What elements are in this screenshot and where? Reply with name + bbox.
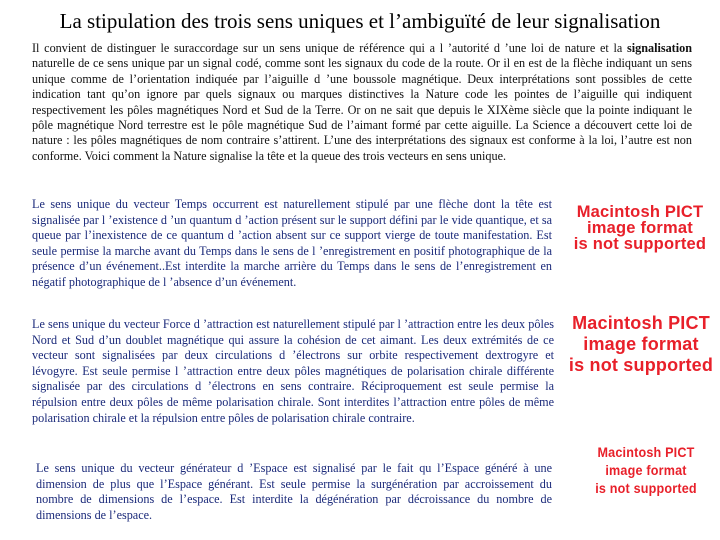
placeholder-line: is not supported — [568, 355, 714, 375]
placeholder-line: image format — [586, 219, 693, 237]
time-vector-paragraph: Le sens unique du vecteur Temps occurrent est naturellement stipulé par une flèche dont la tête est signalisée par l ’existence d ’un quantum d ’action présent sur le support défini par le vide quantique, et sa queue par l’inexistence de ce quantum d ’action absent sur ce support vierge de toute manifestation. Est seule permise la marche avant du Temps dans le sens de l ’enregistrement en positif photographique de la présence d’un événement..Est interdite la marche arrière du Temps dans le sens de l’enregistrement en négatif photographique de l ’absence d’un événement. — [32, 197, 552, 289]
intro-paragraph — [32, 41, 692, 164]
placeholder-line: Macintosh PICT — [572, 313, 710, 333]
placeholder-line: image format — [605, 462, 687, 478]
space-vector-paragraph: Le sens unique du vecteur générateur d ’Espace est signalisé par le fait qu l’Espace généré à une dimension de plus que l’Espace générant. Est seule permise la surgénération par accroissement du nombre de dimensions de l’espace. Est interdite la dégénération par décroissance du nombre de dimensions de l’espace. — [36, 461, 552, 522]
intro-text-start: Il convient de distinguer le suraccordage sur un sens unique de référence qui a l ’autorité d ’une loi de nature et la — [32, 41, 627, 55]
page-title: La stipulation des trois sens uniques et l’ambiguïté de leur signalisation — [59, 9, 661, 33]
placeholder-line: is not supported — [573, 235, 707, 253]
placeholder-line: is not supported — [595, 480, 697, 496]
unsupported-image-placeholder-time — [562, 204, 718, 252]
intro-bold-term: signalisation — [626, 41, 692, 55]
unsupported-image-placeholder-force — [562, 313, 720, 376]
force-vector-paragraph: Le sens unique du vecteur Force d ’attraction est naturellement stipulé par l ’attraction entre les deux pôles Nord et Sud d’un doublet magnétique qui assure la cohésion de cet aimant. Les deux extrémités de ce vecteur sont signalisées par deux circulations d ’électrons sur orbite respectivement dextrogyre et lévogyre. Est seule permise l ’attraction entre deux pôles magnétiques de polarisation chirale différente signalisée par des circulations d ’électrons en sens contraire. Réciproquement est seule permise la répulsion entre deux pôles de même polarisation chirale. Sont interdites l’attraction entre pôles de même polarisation chirale et la répulsion entre pôles de polarisation chirale contraire. — [32, 317, 554, 425]
placeholder-line: Macintosh PICT — [576, 203, 704, 221]
intro-text-rest: naturelle de ce sens unique par un signal codé, comme sont les signaux du code de la route. Or il en est de la flèche indiquant un sens unique comme de l’orientation indiquée par l’aiguille d ’une boussole magnétique. Deux interprétations sont possibles de cette indication tant qu’on ignore par quels signaux ou marques distinctives la Nature code les pointes de l’aiguille qui indiquent respectivement les pôles magnétiques Nord et Sud de la Terre. Or on ne sait que depuis le XIXème siècle que la pointe indiquant le pôle magnétique Nord terrestre est le pôle magnétique Sud de l’aimant formé par cette aiguille. La Science a découvert cette loi de nature : les pôles magnétiques de nom contraire s’attirent. L’une des interprétations des signaux est conforme à la loi, l’autre est non conforme. Voici comment la Nature signalise la tête et la queue des trois vecteurs en sens unique. — [32, 56, 692, 163]
placeholder-line: Macintosh PICT — [597, 444, 695, 460]
placeholder-line: image format — [583, 334, 699, 354]
unsupported-image-placeholder-space — [592, 443, 700, 497]
